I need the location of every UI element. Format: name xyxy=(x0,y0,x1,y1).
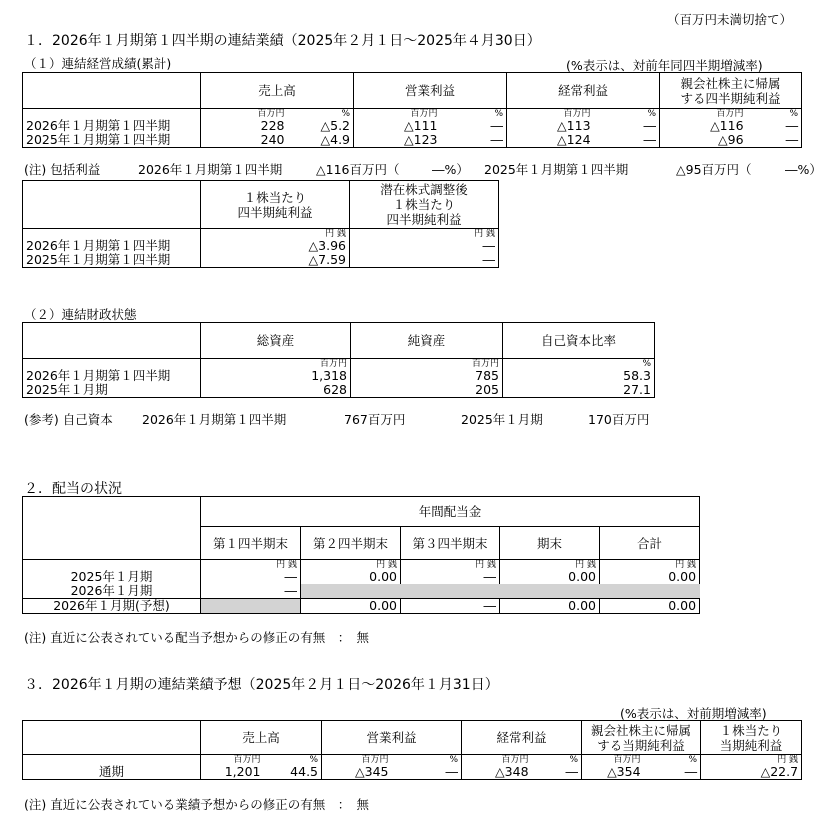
ref-note-period2: 2025年１月期 xyxy=(461,412,543,427)
dividend-table xyxy=(22,496,700,614)
financial-subtitle: （２）連結財政状態 xyxy=(24,307,137,322)
unit: 百万円 xyxy=(201,109,288,120)
table-row xyxy=(23,765,802,780)
ord-pct: ― xyxy=(532,765,582,780)
row-label: 2026年１月期 xyxy=(23,584,201,599)
eps-table xyxy=(22,180,499,268)
ord-value: △348 xyxy=(462,765,532,780)
ci-note-prefix: (注) 包括利益 xyxy=(24,162,101,177)
sales-pct: △4.9 xyxy=(288,133,354,148)
row-label: 通期 xyxy=(23,765,201,780)
unit: 百万円 xyxy=(716,109,744,119)
unit: 円 銭 xyxy=(201,229,350,240)
table-row xyxy=(23,584,700,599)
net-pct: ― xyxy=(644,765,701,780)
q2-dividend: 0.00 xyxy=(301,570,401,584)
header-eps: １株当たり 当期純利益 xyxy=(701,721,802,755)
unit: % xyxy=(594,109,660,120)
section1-title: １．2026年１月期第１四半期の連結業績（2025年２月１日～2025年４月30日） xyxy=(24,33,541,49)
unit: 百万円 xyxy=(613,755,641,765)
op-value: △123 xyxy=(354,133,441,148)
header-net-income: 親会社株主に帰属 する四半期純利益 xyxy=(660,73,802,109)
total-dividend: 0.00 xyxy=(600,570,700,584)
header-equity-ratio: 自己資本比率 xyxy=(503,323,655,359)
op-pct: ― xyxy=(441,133,507,148)
unit: 円 銭 xyxy=(500,560,600,571)
ref-note-value1: 767百万円 xyxy=(344,412,406,427)
ord-value: △113 xyxy=(557,119,591,133)
empty-shaded-cell xyxy=(201,599,301,614)
unit: % xyxy=(441,109,507,120)
unit-note: （百万円未満切捨て） xyxy=(667,12,793,27)
equity-ratio-value: 27.1 xyxy=(503,383,655,398)
unit: 百万円 xyxy=(563,109,591,119)
dividend-note: (注) 直近に公表されている配当予想からの修正の有無 ： 無 xyxy=(24,630,369,645)
row-label: 2026年１月期第１四半期 xyxy=(23,239,201,253)
unit: % xyxy=(503,359,655,370)
net-pct: ― xyxy=(747,133,802,148)
ci-note-pct1: ―%） xyxy=(432,162,469,177)
total-assets-value: 628 xyxy=(201,383,351,398)
net-assets-value: 785 xyxy=(351,369,503,383)
year-end-dividend: 0.00 xyxy=(500,570,600,584)
unit: 百万円 xyxy=(361,755,389,765)
sales-value: 228 xyxy=(260,119,285,133)
op-value: △345 xyxy=(322,765,392,780)
section3-title: ３．2026年１月期の連結業績予想（2025年２月１日～2026年１月31日） xyxy=(24,677,499,693)
table-row xyxy=(23,253,499,268)
ci-note-value1: △116百万円（ xyxy=(316,162,400,177)
q1-dividend: ― xyxy=(201,584,301,599)
q3-dividend: ― xyxy=(401,599,500,614)
header-total-assets: 総資産 xyxy=(201,323,351,359)
header-year-end: 期末 xyxy=(500,527,600,560)
net-value: △116 xyxy=(710,119,744,133)
header-total: 合計 xyxy=(600,527,700,560)
row-label: 2026年１月期(予想) xyxy=(23,599,201,614)
net-assets-value: 205 xyxy=(351,383,503,398)
net-value: △354 xyxy=(582,765,644,780)
header-annual-dividend: 年間配当金 xyxy=(201,497,700,527)
financial-table xyxy=(22,322,655,398)
header-net-assets: 純資産 xyxy=(351,323,503,359)
header-q1-end: 第１四半期末 xyxy=(201,527,301,560)
op-value: △111 xyxy=(404,119,438,133)
header-q3-end: 第３四半期末 xyxy=(401,527,500,560)
equity-ratio-value: 58.3 xyxy=(503,369,655,383)
row-label: 2025年１月期第１四半期 xyxy=(23,253,201,268)
forecast-pct-note: (%表示は、対前期増減率) xyxy=(620,706,767,721)
ord-pct: ― xyxy=(594,133,660,148)
ci-note-period2: 2025年１月期第１四半期 xyxy=(484,162,629,177)
eps-value: △22.7 xyxy=(701,765,802,780)
header-sales: 売上高 xyxy=(201,721,322,755)
row-label: 2026年１月期第１四半期 xyxy=(23,119,201,133)
net-value: △96 xyxy=(660,133,747,148)
year-end-dividend: 0.00 xyxy=(500,599,600,614)
header-diluted-eps: 潜在株式調整後 １株当たり 四半期純利益 xyxy=(350,181,499,229)
header-ordinary-income: 経常利益 xyxy=(462,721,582,755)
header-sales: 売上高 xyxy=(201,73,354,109)
unit: 円 銭 xyxy=(301,560,401,571)
unit: 円 銭 xyxy=(201,560,301,571)
table-row xyxy=(23,133,802,148)
ci-note-value2: △95百万円（ xyxy=(676,162,752,177)
sales-value: 240 xyxy=(201,133,288,148)
q1-dividend: ― xyxy=(201,570,301,584)
ref-note-prefix: (参考) 自己資本 xyxy=(24,412,113,427)
unit: 百万円 xyxy=(201,359,351,370)
table-row xyxy=(23,383,655,398)
unit: 円 銭 xyxy=(600,560,700,571)
unit: 円 銭 xyxy=(350,229,499,240)
unit: 百万円 xyxy=(410,109,438,119)
total-dividend: 0.00 xyxy=(600,599,700,614)
unit: 百万円 xyxy=(233,755,261,765)
forecast-table xyxy=(22,720,802,780)
row-label: 2025年１月期 xyxy=(23,383,201,398)
table-row xyxy=(23,570,700,584)
sales-pct: 44.5 xyxy=(264,765,322,780)
ref-note-period1: 2026年１月期第１四半期 xyxy=(142,412,287,427)
q3-dividend: ― xyxy=(401,570,500,584)
results-corner xyxy=(23,73,201,109)
section2-title: ２．配当の状況 xyxy=(24,481,122,497)
ci-note-pct2: ―%） xyxy=(785,162,822,177)
empty-shaded-cells xyxy=(301,584,700,599)
unit: 円 銭 xyxy=(701,755,802,766)
unit: % xyxy=(264,755,322,766)
unit: % xyxy=(532,755,582,766)
ci-note-period1: 2026年１月期第１四半期 xyxy=(138,162,283,177)
row-label: 2026年１月期第１四半期 xyxy=(23,369,201,383)
unit: % xyxy=(644,755,701,766)
total-assets-value: 1,318 xyxy=(201,369,351,383)
eps-value: △7.59 xyxy=(201,253,350,268)
results-subtitle: （１）連結経営成績(累計) xyxy=(24,56,172,71)
ord-pct: ― xyxy=(594,119,660,133)
table-row xyxy=(23,119,802,133)
forecast-note: (注) 直近に公表されている業績予想からの修正の有無 ： 無 xyxy=(24,797,369,812)
results-table xyxy=(22,72,802,148)
op-pct: ― xyxy=(441,119,507,133)
sales-value: 1,201 xyxy=(201,765,264,780)
q2-dividend: 0.00 xyxy=(301,599,401,614)
eps-value: △3.96 xyxy=(201,239,350,253)
row-label: 2025年１月期第１四半期 xyxy=(23,133,201,148)
unit: 円 銭 xyxy=(401,560,500,571)
header-ordinary-income: 経常利益 xyxy=(507,73,660,109)
results-pct-note: (%表示は、対前年同四半期増減率) xyxy=(566,58,763,73)
diluted-eps-value: ― xyxy=(350,239,499,253)
unit: 百万円 xyxy=(501,755,529,765)
unit: 百万円 xyxy=(351,359,503,370)
unit: % xyxy=(747,109,802,120)
row-label: 2025年１月期 xyxy=(23,570,201,584)
unit: % xyxy=(288,109,354,120)
sales-pct: △5.2 xyxy=(288,119,354,133)
op-pct: ― xyxy=(392,765,462,780)
net-pct: ― xyxy=(747,119,802,133)
header-operating-income: 営業利益 xyxy=(354,73,507,109)
header-q2-end: 第２四半期末 xyxy=(301,527,401,560)
table-row xyxy=(23,599,700,614)
table-row xyxy=(23,239,499,253)
header-operating-income: 営業利益 xyxy=(322,721,462,755)
diluted-eps-value: ― xyxy=(350,253,499,268)
table-row xyxy=(23,369,655,383)
unit: % xyxy=(392,755,462,766)
header-eps: １株当たり 四半期純利益 xyxy=(201,181,350,229)
header-net-income: 親会社株主に帰属 する当期純利益 xyxy=(582,721,701,755)
ref-note-value2: 170百万円 xyxy=(588,412,650,427)
ord-value: △124 xyxy=(507,133,594,148)
